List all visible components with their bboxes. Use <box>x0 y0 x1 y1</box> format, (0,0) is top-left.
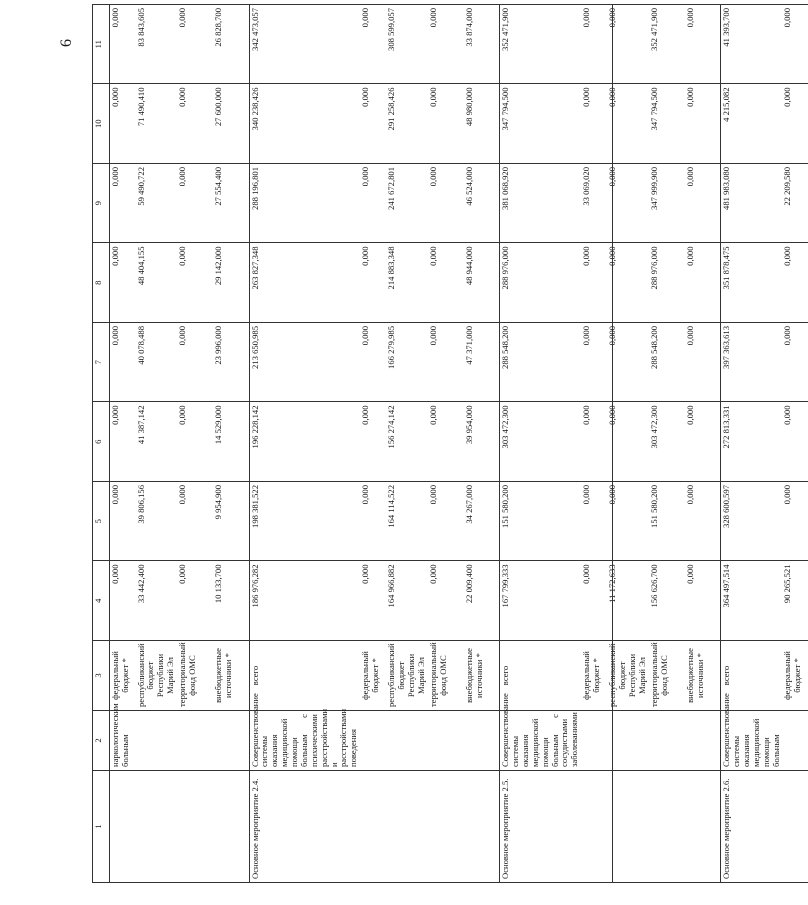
header-cell: 8 <box>93 243 110 323</box>
amount-cell: 0,000 <box>110 5 136 85</box>
header-cell: 4 <box>93 561 110 641</box>
amount-cell: 71 490,410 <box>136 84 178 164</box>
amount-cell: 0,000 <box>685 164 721 244</box>
header-cell: 9 <box>93 164 110 244</box>
funding-source-cell: республиканский бюджет Республики Марий Эл <box>607 641 649 711</box>
amount-cell: 39 806,156 <box>136 482 178 562</box>
amount-cell: 0,000 <box>360 482 386 562</box>
amount-cell: 0,000 <box>177 5 213 85</box>
amount-cell: 0,000 <box>177 561 213 641</box>
amount-cell: 10 133,700 <box>213 561 249 641</box>
amount-cell: 156 274,142 <box>386 402 428 482</box>
funding-source-cell: внебюджетные источники * <box>464 641 500 711</box>
amount-cell: 0,000 <box>581 482 607 562</box>
measure-cell <box>213 771 249 883</box>
funding-source-cell: федеральный бюджет * <box>360 641 386 711</box>
table-row <box>428 5 464 883</box>
amount-cell: 0,000 <box>177 243 213 323</box>
bottom-rule <box>612 5 613 883</box>
amount-cell: 0,000 <box>177 402 213 482</box>
measure-description-cell <box>782 711 808 771</box>
amount-cell: 351 878,475 <box>721 243 783 323</box>
amount-cell: 0,000 <box>685 243 721 323</box>
measure-cell <box>136 771 178 883</box>
amount-cell: 0,000 <box>428 561 464 641</box>
funding-source-cell: всего <box>249 641 360 711</box>
table-body <box>110 5 808 883</box>
measure-description-cell <box>685 711 721 771</box>
amount-cell: 288 976,000 <box>500 243 582 323</box>
amount-cell: 167 799,333 <box>500 561 582 641</box>
funding-source-cell: территориальный фонд ОМС <box>649 641 685 711</box>
amount-cell: 0,000 <box>360 164 386 244</box>
funding-source-cell: федеральный бюджет * <box>782 641 808 711</box>
amount-cell: 0,000 <box>110 323 136 403</box>
measure-cell: Основное мероприятие 2.6. <box>721 771 783 883</box>
table-row <box>500 5 582 883</box>
amount-cell: 22 209,580 <box>782 164 808 244</box>
amount-cell: 0,000 <box>685 561 721 641</box>
amount-cell: 47 371,000 <box>464 323 500 403</box>
amount-cell: 0,000 <box>685 323 721 403</box>
amount-cell: 33 442,400 <box>136 561 178 641</box>
measure-cell <box>177 771 213 883</box>
measure-description-cell: Совершенствование системы оказания медицинской помощи больным <box>721 711 783 771</box>
amount-cell: 151 580,200 <box>500 482 582 562</box>
header-cell: 1 <box>93 771 110 883</box>
measure-description-cell <box>136 711 178 771</box>
amount-cell: 288 976,000 <box>649 243 685 323</box>
amount-cell: 328 600,597 <box>721 482 783 562</box>
amount-cell: 0,000 <box>581 561 607 641</box>
amount-cell: 342 473,057 <box>249 5 360 85</box>
measure-description-cell: Совершенствование системы оказания медицинской помощи больным с психическими расстройствами и расстройствами поведения <box>249 711 360 771</box>
table-row <box>607 5 649 883</box>
amount-cell: 0,000 <box>607 164 649 244</box>
amount-cell: 397 363,613 <box>721 323 783 403</box>
header-row <box>93 5 110 883</box>
amount-cell: 0,000 <box>110 482 136 562</box>
amount-cell: 0,000 <box>607 243 649 323</box>
amount-cell: 0,000 <box>110 402 136 482</box>
amount-cell: 166 279,985 <box>386 323 428 403</box>
amount-cell: 186 976,282 <box>249 561 360 641</box>
financing-table <box>92 4 808 883</box>
amount-cell: 40 078,488 <box>136 323 178 403</box>
measure-cell <box>782 771 808 883</box>
amount-cell: 0,000 <box>607 84 649 164</box>
amount-cell: 0,000 <box>360 5 386 85</box>
amount-cell: 0,000 <box>428 84 464 164</box>
amount-cell: 0,000 <box>360 243 386 323</box>
funding-source-cell: территориальный фонд ОМС <box>177 641 213 711</box>
table-row <box>782 5 808 883</box>
amount-cell: 48 944,000 <box>464 243 500 323</box>
table-row <box>386 5 428 883</box>
amount-cell: 0,000 <box>581 5 607 85</box>
amount-cell: 164 966,882 <box>386 561 428 641</box>
header-cell: 10 <box>93 84 110 164</box>
amount-cell: 0,000 <box>782 84 808 164</box>
measure-cell: Основное мероприятие 2.5. <box>500 771 582 883</box>
amount-cell: 41 393,700 <box>721 5 783 85</box>
amount-cell: 0,000 <box>360 402 386 482</box>
funding-source-cell: внебюджетные источники * <box>213 641 249 711</box>
amount-cell: 23 996,000 <box>213 323 249 403</box>
amount-cell: 0,000 <box>360 561 386 641</box>
amount-cell: 14 529,000 <box>213 402 249 482</box>
amount-cell: 303 472,300 <box>649 402 685 482</box>
amount-cell: 481 983,080 <box>721 164 783 244</box>
amount-cell: 272 813,331 <box>721 402 783 482</box>
amount-cell: 0,000 <box>110 164 136 244</box>
funding-source-cell: федеральный бюджет * <box>110 641 136 711</box>
amount-cell: 288 548,200 <box>649 323 685 403</box>
amount-cell: 59 490,722 <box>136 164 178 244</box>
amount-cell: 29 142,000 <box>213 243 249 323</box>
amount-cell: 0,000 <box>607 402 649 482</box>
amount-cell: 0,000 <box>110 561 136 641</box>
table-row <box>360 5 386 883</box>
table-row <box>249 5 360 883</box>
measure-cell <box>110 771 136 883</box>
amount-cell: 27 600,000 <box>213 84 249 164</box>
amount-cell: 0,000 <box>685 84 721 164</box>
amount-cell: 0,000 <box>685 5 721 85</box>
amount-cell: 0,000 <box>428 243 464 323</box>
amount-cell: 347 794,500 <box>500 84 582 164</box>
page-number: 6 <box>58 39 75 47</box>
amount-cell: 27 554,400 <box>213 164 249 244</box>
measure-description-cell <box>213 711 249 771</box>
amount-cell: 0,000 <box>428 323 464 403</box>
amount-cell: 196 228,142 <box>249 402 360 482</box>
table-row <box>649 5 685 883</box>
amount-cell: 0,000 <box>581 84 607 164</box>
header-cell: 3 <box>93 641 110 711</box>
amount-cell: 0,000 <box>360 323 386 403</box>
table-row <box>110 5 136 883</box>
funding-source-cell: республиканский бюджет Республики Марий Эл <box>386 641 428 711</box>
measure-description-cell <box>360 711 386 771</box>
amount-cell: 0,000 <box>110 243 136 323</box>
header-cell: 6 <box>93 402 110 482</box>
table-row <box>136 5 178 883</box>
amount-cell: 352 471,900 <box>500 5 582 85</box>
amount-cell: 0,000 <box>782 5 808 85</box>
amount-cell: 0,000 <box>607 482 649 562</box>
header-cell: 11 <box>93 5 110 85</box>
measure-description-cell: наркологическим больным <box>110 711 136 771</box>
measure-description-cell <box>649 711 685 771</box>
amount-cell: 291 258,426 <box>386 84 428 164</box>
amount-cell: 33 874,000 <box>464 5 500 85</box>
amount-cell: 0,000 <box>581 243 607 323</box>
header-cell: 2 <box>93 711 110 771</box>
amount-cell: 0,000 <box>607 5 649 85</box>
amount-cell: 164 114,522 <box>386 482 428 562</box>
table-row <box>581 5 607 883</box>
table-row <box>464 5 500 883</box>
amount-cell: 0,000 <box>177 323 213 403</box>
amount-cell: 22 009,400 <box>464 561 500 641</box>
measure-description-cell <box>607 711 649 771</box>
amount-cell: 0,000 <box>581 323 607 403</box>
amount-cell: 156 626,700 <box>649 561 685 641</box>
header-cell: 5 <box>93 482 110 562</box>
amount-cell: 48 404,155 <box>136 243 178 323</box>
amount-cell: 288 548,200 <box>500 323 582 403</box>
table-row <box>213 5 249 883</box>
funding-source-cell: всего <box>721 641 783 711</box>
funding-source-cell: территориальный фонд ОМС <box>428 641 464 711</box>
amount-cell: 0,000 <box>428 5 464 85</box>
amount-cell: 347 794,500 <box>649 84 685 164</box>
amount-cell: 213 650,985 <box>249 323 360 403</box>
table-row <box>721 5 783 883</box>
amount-cell: 0,000 <box>428 482 464 562</box>
amount-cell: 34 267,000 <box>464 482 500 562</box>
amount-cell: 0,000 <box>428 402 464 482</box>
table-row <box>177 5 213 883</box>
funding-source-cell: федеральный бюджет * <box>581 641 607 711</box>
measure-description-cell: Совершенствование системы оказания медицинской помощи больным с сосудистыми заболеваниями <box>500 711 582 771</box>
amount-cell: 352 471,900 <box>649 5 685 85</box>
amount-cell: 4 215,082 <box>721 84 783 164</box>
amount-cell: 0,000 <box>782 243 808 323</box>
amount-cell: 340 238,426 <box>249 84 360 164</box>
measure-description-cell <box>386 711 428 771</box>
amount-cell: 33 069,020 <box>581 164 607 244</box>
amount-cell: 347 999,900 <box>649 164 685 244</box>
amount-cell: 381 068,920 <box>500 164 582 244</box>
amount-cell: 41 387,142 <box>136 402 178 482</box>
measure-cell <box>581 771 607 883</box>
amount-cell: 83 843,605 <box>136 5 178 85</box>
amount-cell: 0,000 <box>782 482 808 562</box>
measure-description-cell <box>177 711 213 771</box>
amount-cell: 46 524,000 <box>464 164 500 244</box>
table-row <box>685 5 721 883</box>
amount-cell: 151 580,200 <box>649 482 685 562</box>
amount-cell: 0,000 <box>110 84 136 164</box>
funding-source-cell: внебюджетные источники * <box>685 641 721 711</box>
amount-cell: 0,000 <box>782 323 808 403</box>
amount-cell: 0,000 <box>177 84 213 164</box>
amount-cell: 48 980,000 <box>464 84 500 164</box>
amount-cell: 0,000 <box>581 402 607 482</box>
measure-cell <box>607 771 649 883</box>
amount-cell: 9 954,900 <box>213 482 249 562</box>
amount-cell: 0,000 <box>607 323 649 403</box>
amount-cell: 0,000 <box>360 84 386 164</box>
funding-source-cell: всего <box>500 641 582 711</box>
amount-cell: 0,000 <box>782 402 808 482</box>
measure-cell <box>649 771 685 883</box>
amount-cell: 11 172,633 <box>607 561 649 641</box>
amount-cell: 263 827,348 <box>249 243 360 323</box>
amount-cell: 26 828,700 <box>213 5 249 85</box>
amount-cell: 241 672,801 <box>386 164 428 244</box>
measure-cell <box>685 771 721 883</box>
measure-cell <box>386 771 428 883</box>
amount-cell: 0,000 <box>428 164 464 244</box>
measure-description-cell <box>428 711 464 771</box>
header-cell: 7 <box>93 323 110 403</box>
amount-cell: 0,000 <box>177 164 213 244</box>
amount-cell: 90 265,521 <box>782 561 808 641</box>
measure-cell <box>464 771 500 883</box>
amount-cell: 0,000 <box>685 482 721 562</box>
measure-cell: Основное мероприятие 2.4. <box>249 771 360 883</box>
amount-cell: 0,000 <box>685 402 721 482</box>
measure-description-cell <box>464 711 500 771</box>
amount-cell: 308 599,057 <box>386 5 428 85</box>
amount-cell: 39 954,000 <box>464 402 500 482</box>
funding-source-cell: республиканский бюджет Республики Марий Эл <box>136 641 178 711</box>
measure-cell <box>428 771 464 883</box>
amount-cell: 288 196,801 <box>249 164 360 244</box>
amount-cell: 198 381,522 <box>249 482 360 562</box>
measure-description-cell <box>581 711 607 771</box>
amount-cell: 303 472,300 <box>500 402 582 482</box>
amount-cell: 364 497,514 <box>721 561 783 641</box>
measure-cell <box>360 771 386 883</box>
amount-cell: 0,000 <box>177 482 213 562</box>
amount-cell: 214 883,348 <box>386 243 428 323</box>
